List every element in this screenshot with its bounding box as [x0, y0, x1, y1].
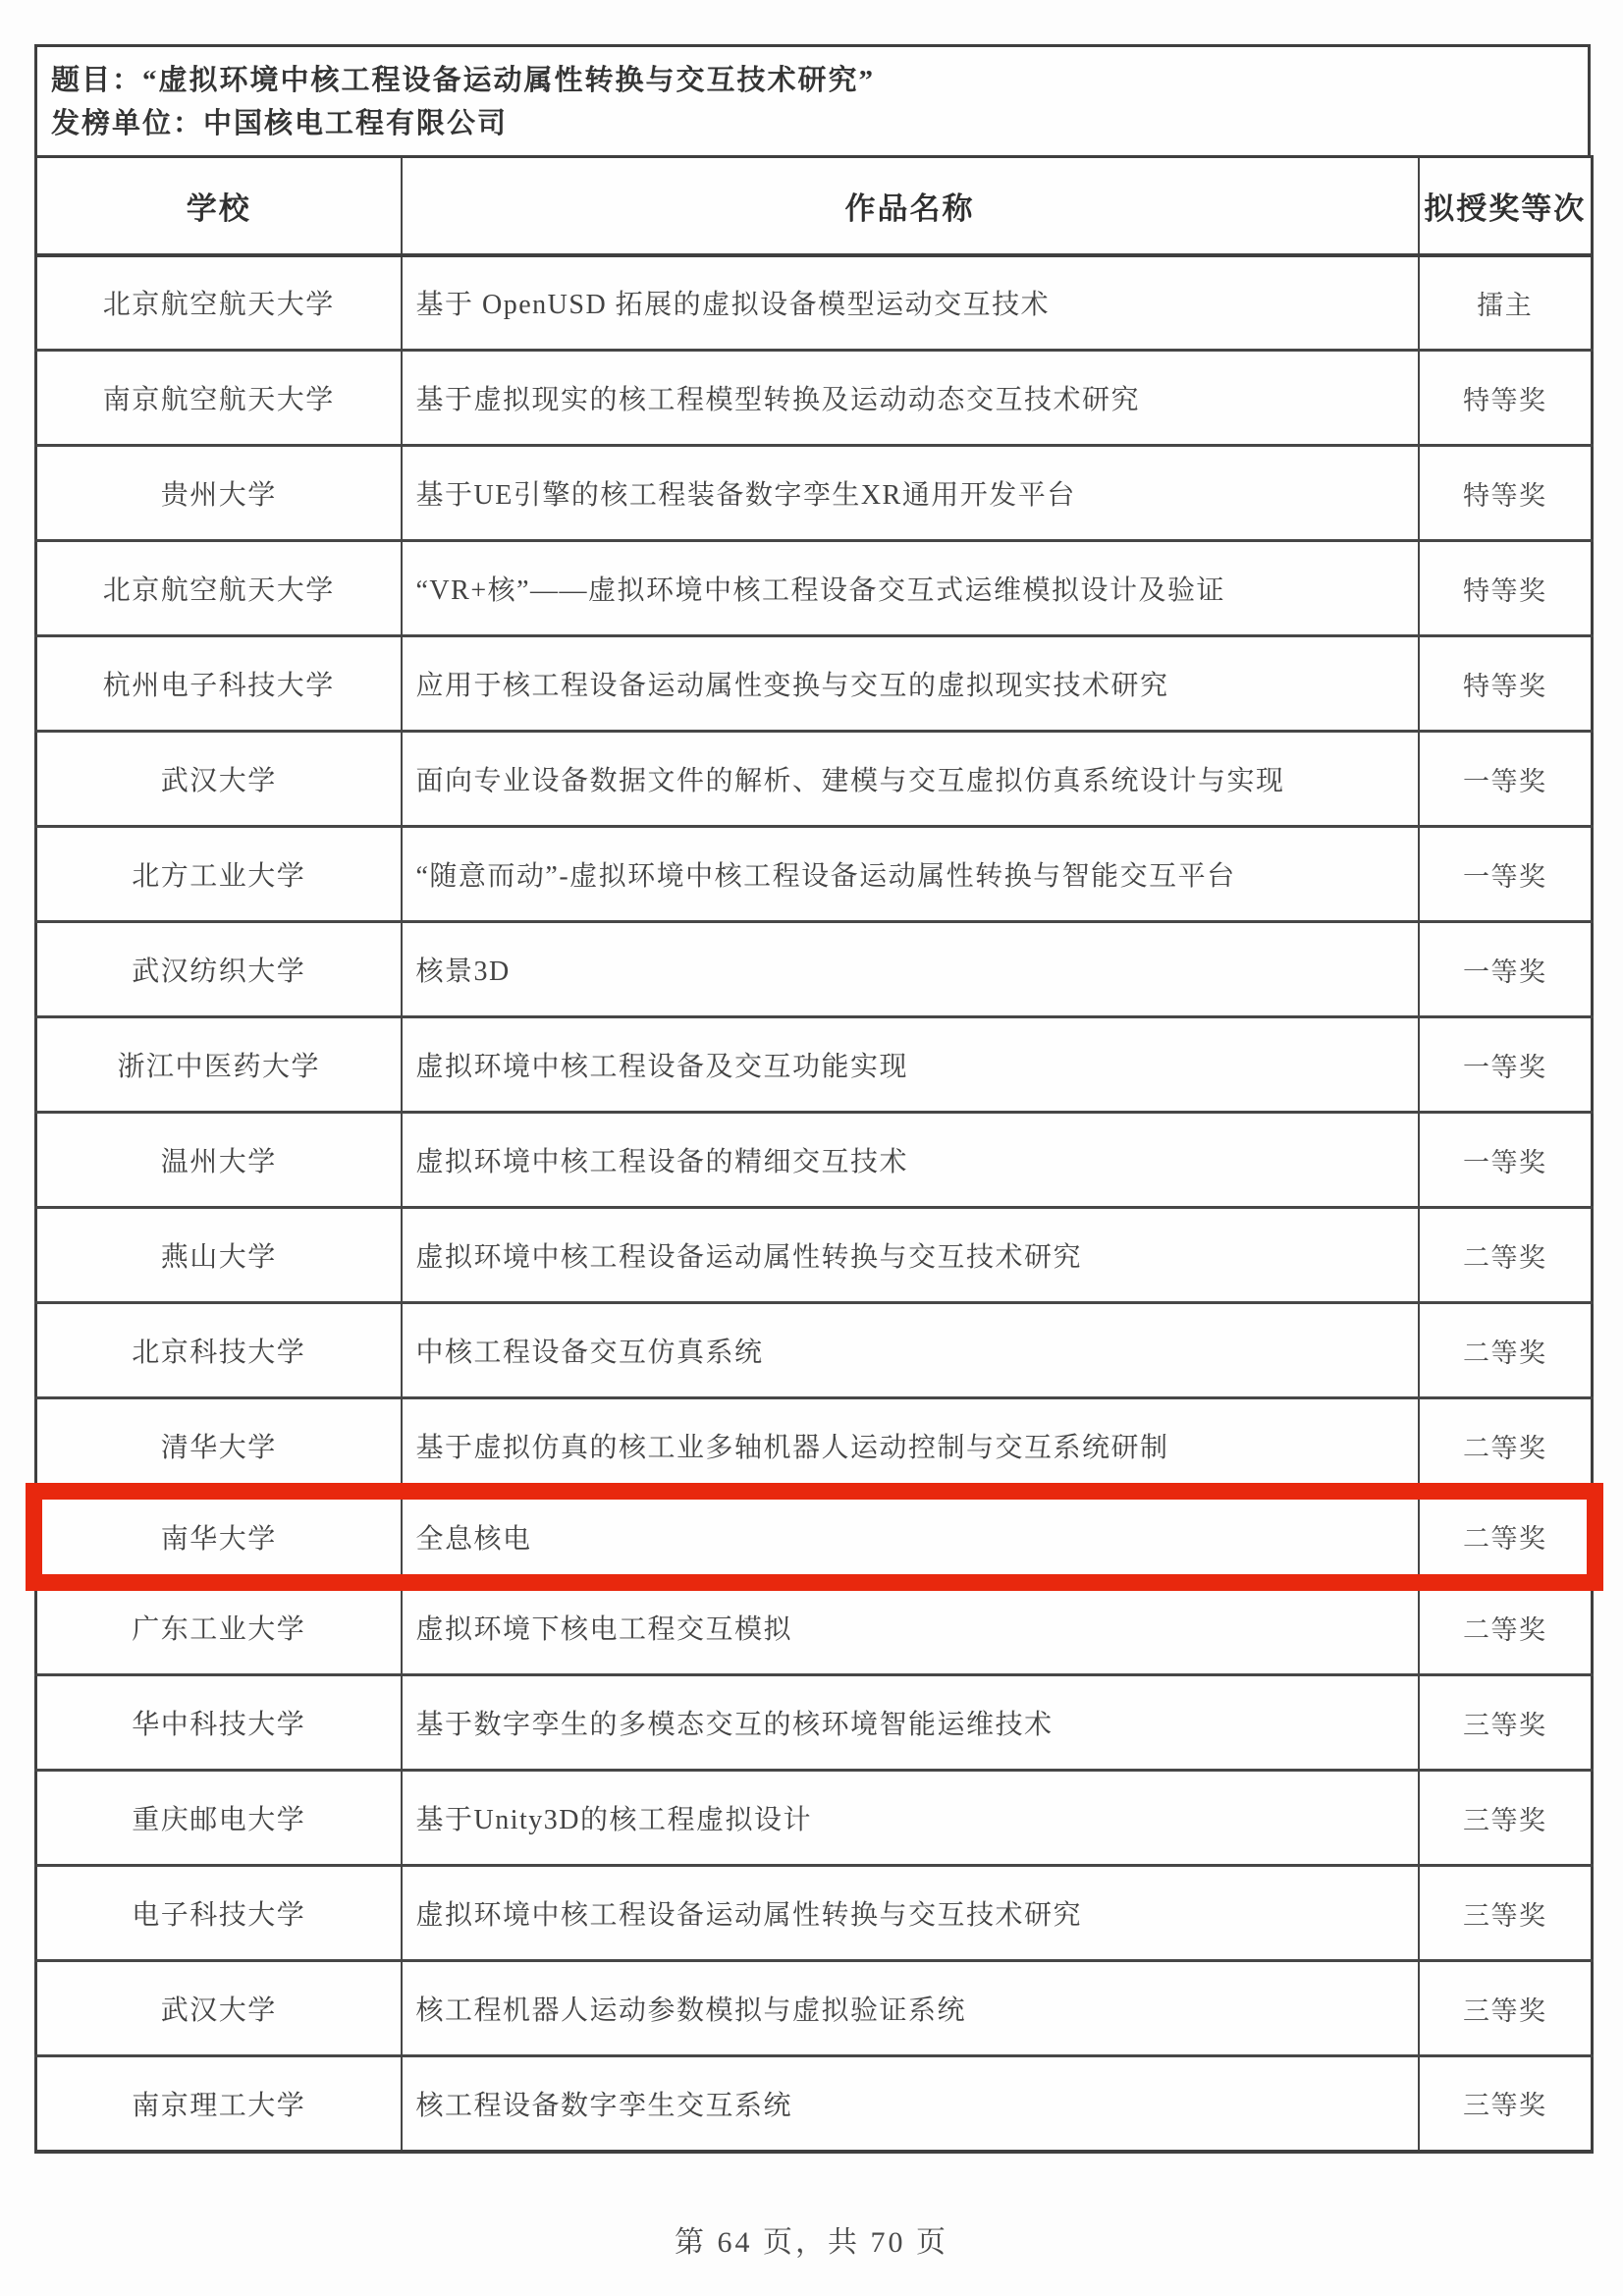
- award-level-cell: 特等奖: [1419, 541, 1593, 636]
- award-level-cell: 一等奖: [1419, 1017, 1593, 1113]
- school-cell: 北京航空航天大学: [36, 541, 402, 636]
- work-title-cell: 虚拟环境下核电工程交互模拟: [402, 1580, 1419, 1675]
- school-cell: 浙江中医药大学: [36, 1017, 402, 1113]
- work-title-cell: 虚拟环境中核工程设备的精细交互技术: [402, 1113, 1419, 1208]
- table-row: [36, 732, 1593, 827]
- school-cell: 华中科技大学: [36, 1675, 402, 1771]
- work-title-cell: 虚拟环境中核工程设备及交互功能实现: [402, 1017, 1419, 1113]
- award-level-cell: 一等奖: [1419, 732, 1593, 827]
- award-level-cell: 三等奖: [1419, 1961, 1593, 2056]
- school-cell: 重庆邮电大学: [36, 1771, 402, 1866]
- school-cell: 武汉大学: [36, 1961, 402, 2056]
- awards-document: [34, 44, 1591, 2154]
- award-level-cell: 三等奖: [1419, 2056, 1593, 2152]
- award-level-cell: 二等奖: [1419, 1208, 1593, 1303]
- award-level-cell: 三等奖: [1419, 1675, 1593, 1771]
- work-title-cell: 虚拟环境中核工程设备运动属性转换与交互技术研究: [402, 1866, 1419, 1961]
- school-cell: 北京科技大学: [36, 1303, 402, 1398]
- table-row: [36, 1017, 1593, 1113]
- work-title-cell: 基于 OpenUSD 拓展的虚拟设备模型运动交互技术: [402, 255, 1419, 351]
- school-cell: 武汉大学: [36, 732, 402, 827]
- table-row: [36, 636, 1593, 732]
- table-row-highlighted: [36, 1494, 1593, 1580]
- school-cell: 燕山大学: [36, 1208, 402, 1303]
- award-level-cell: 二等奖: [1419, 1494, 1593, 1580]
- column-header-school: 学校: [36, 157, 402, 255]
- table-row: [36, 446, 1593, 541]
- table-body: [36, 255, 1593, 2152]
- table-row: [36, 541, 1593, 636]
- work-title-cell: 基于虚拟现实的核工程模型转换及运动动态交互技术研究: [402, 351, 1419, 446]
- work-title-cell: 基于UE引擎的核工程装备数字孪生XR通用开发平台: [402, 446, 1419, 541]
- table-row: [36, 1675, 1593, 1771]
- work-title-cell: 应用于核工程设备运动属性变换与交互的虚拟现实技术研究: [402, 636, 1419, 732]
- page-number: 第 64 页，共 70 页: [675, 2226, 948, 2259]
- table-title-block: [34, 44, 1591, 155]
- work-title-cell: 中核工程设备交互仿真系统: [402, 1303, 1419, 1398]
- column-header-award: 拟授奖等次: [1419, 157, 1593, 255]
- table-row: [36, 351, 1593, 446]
- award-level-cell: 一等奖: [1419, 827, 1593, 922]
- table-row: [36, 1771, 1593, 1866]
- school-cell: 杭州电子科技大学: [36, 636, 402, 732]
- school-cell: 北京航空航天大学: [36, 255, 402, 351]
- awards-table: [34, 155, 1594, 2154]
- work-title-cell: 面向专业设备数据文件的解析、建模与交互虚拟仿真系统设计与实现: [402, 732, 1419, 827]
- school-cell: 南京航空航天大学: [36, 351, 402, 446]
- table-row: [36, 1398, 1593, 1494]
- table-row: [36, 1303, 1593, 1398]
- table-row: [36, 1866, 1593, 1961]
- award-level-cell: 擂主: [1419, 255, 1593, 351]
- work-title-cell: “VR+核”——虚拟环境中核工程设备交互式运维模拟设计及验证: [402, 541, 1419, 636]
- school-cell: 北方工业大学: [36, 827, 402, 922]
- award-level-cell: 特等奖: [1419, 446, 1593, 541]
- work-title-cell: 全息核电: [402, 1494, 1419, 1580]
- award-level-cell: 特等奖: [1419, 636, 1593, 732]
- work-title-cell: 虚拟环境中核工程设备运动属性转换与交互技术研究: [402, 1208, 1419, 1303]
- table-row: [36, 1208, 1593, 1303]
- award-level-cell: 二等奖: [1419, 1580, 1593, 1675]
- school-cell: 南京理工大学: [36, 2056, 402, 2152]
- school-cell: 电子科技大学: [36, 1866, 402, 1961]
- award-level-cell: 三等奖: [1419, 1771, 1593, 1866]
- table-row: [36, 1113, 1593, 1208]
- award-level-cell: 特等奖: [1419, 351, 1593, 446]
- table-row: [36, 2056, 1593, 2152]
- school-cell: 南华大学: [36, 1494, 402, 1580]
- school-cell: 清华大学: [36, 1398, 402, 1494]
- work-title-cell: 核景3D: [402, 922, 1419, 1017]
- work-title-cell: 基于Unity3D的核工程虚拟设计: [402, 1771, 1419, 1866]
- school-cell: 贵州大学: [36, 446, 402, 541]
- column-header-work: 作品名称: [402, 157, 1419, 255]
- award-level-cell: 二等奖: [1419, 1398, 1593, 1494]
- table-row: [36, 922, 1593, 1017]
- header-row: [36, 157, 1593, 255]
- award-level-cell: 二等奖: [1419, 1303, 1593, 1398]
- school-cell: 温州大学: [36, 1113, 402, 1208]
- work-title-cell: 基于虚拟仿真的核工业多轴机器人运动控制与交互系统研制: [402, 1398, 1419, 1494]
- work-title-cell: 核工程设备数字孪生交互系统: [402, 2056, 1419, 2152]
- table-row: [36, 827, 1593, 922]
- table-row: [36, 255, 1593, 351]
- table-header: [36, 157, 1593, 255]
- work-title-cell: “随意而动”-虚拟环境中核工程设备运动属性转换与智能交互平台: [402, 827, 1419, 922]
- work-title-cell: 核工程机器人运动参数模拟与虚拟验证系统: [402, 1961, 1419, 2056]
- school-cell: 广东工业大学: [36, 1580, 402, 1675]
- award-level-cell: 一等奖: [1419, 922, 1593, 1017]
- document-title: 题目：“虚拟环境中核工程设备运动属性转换与交互技术研究”: [51, 65, 876, 96]
- award-level-cell: 一等奖: [1419, 1113, 1593, 1208]
- work-title-cell: 基于数字孪生的多模态交互的核环境智能运维技术: [402, 1675, 1419, 1771]
- table-row: [36, 1580, 1593, 1675]
- award-level-cell: 三等奖: [1419, 1866, 1593, 1961]
- issuing-unit: 发榜单位：中国核电工程有限公司: [51, 108, 509, 139]
- table-row: [36, 1961, 1593, 2056]
- school-cell: 武汉纺织大学: [36, 922, 402, 1017]
